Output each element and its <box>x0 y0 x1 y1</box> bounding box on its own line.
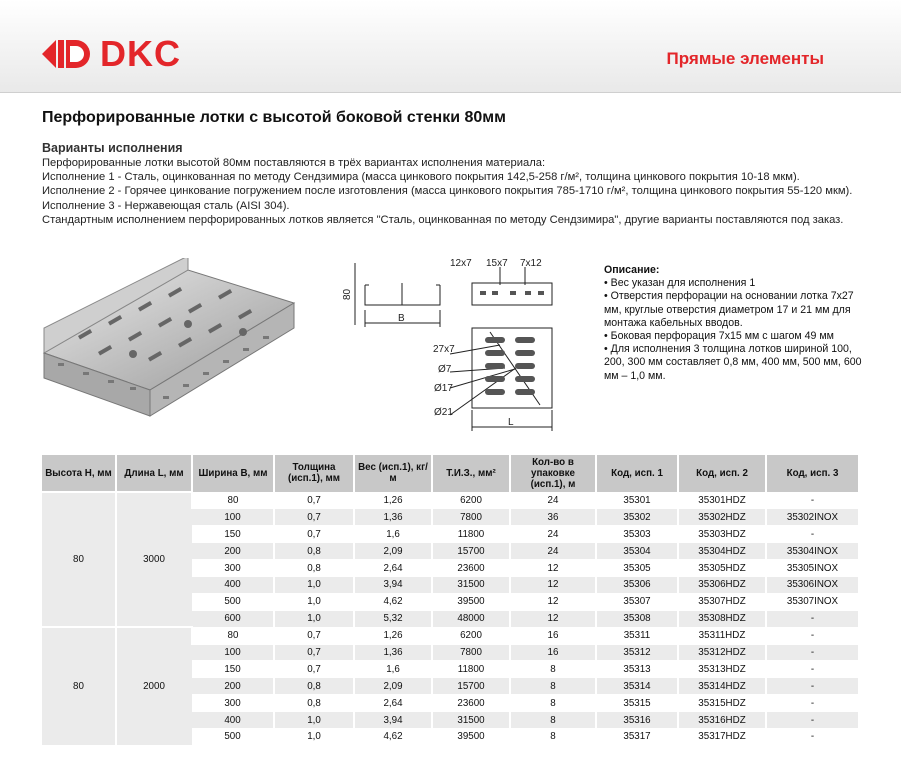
table-cell: 8 <box>510 728 596 744</box>
table-cell: - <box>766 526 858 543</box>
table-cell: 11800 <box>432 526 510 543</box>
cable-tray-image <box>38 258 300 418</box>
table-cell: 35314HDZ <box>678 678 766 695</box>
description-item: • Боковая перфорация 7х15 мм с шагом 49 мм <box>604 330 834 343</box>
table-cell: 23600 <box>432 695 510 712</box>
variants-line: Стандартным исполнением перфорированных лотков является "Сталь, оцинкованная по методу Сендзимира", другие варианты поставляются под заказ. <box>42 213 844 226</box>
table-cell: 6200 <box>432 627 510 644</box>
table-header-row <box>42 455 858 492</box>
description-block <box>604 264 869 383</box>
variants-block <box>42 141 872 227</box>
table-cell: - <box>766 695 858 712</box>
table-cell: 35307INOX <box>766 593 858 610</box>
table-cell: - <box>766 492 858 509</box>
table-cell: 39500 <box>432 728 510 744</box>
table-cell: 1,0 <box>274 610 354 627</box>
description-item: • Для исполнения 3 толщина лотков шириной 100, 200, 300 мм составляет 0,8 мм, 400 мм, 500 мм, 600 мм – 1,0 мм. <box>604 343 862 382</box>
table-cell: 2,09 <box>354 678 432 695</box>
table-cell: 35313HDZ <box>678 661 766 678</box>
table-cell: 1,26 <box>354 492 432 509</box>
table-cell: - <box>766 728 858 744</box>
table-cell: 35306 <box>596 576 678 593</box>
table-cell: 48000 <box>432 610 510 627</box>
height-cell: 80 <box>42 627 116 745</box>
table-cell: 35307 <box>596 593 678 610</box>
table-cell: 11800 <box>432 661 510 678</box>
table-cell: 8 <box>510 695 596 712</box>
table-cell: 35306HDZ <box>678 576 766 593</box>
variants-line: Перфорированные лотки высотой 80мм поставляются в трёх вариантах исполнения материала: <box>42 157 546 169</box>
table-cell: 6200 <box>432 492 510 509</box>
table-cell: 35302 <box>596 509 678 526</box>
table-cell: - <box>766 610 858 627</box>
table-cell: 35308HDZ <box>678 610 766 627</box>
table-cell: 100 <box>192 644 274 661</box>
table-cell: 35304INOX <box>766 543 858 560</box>
table-cell: 35316 <box>596 712 678 729</box>
table-cell: 12 <box>510 576 596 593</box>
height-cell: 80 <box>42 492 116 627</box>
table-cell: 7800 <box>432 644 510 661</box>
table-cell: 200 <box>192 678 274 695</box>
table-cell: - <box>766 644 858 661</box>
variants-line: Исполнение 2 - Горячее цинкование погружением после изготовления (масса цинкового покрытия 785-1710 г/м², толщина цинкового покрытия 55-120 мкм). <box>42 185 853 198</box>
table-cell: 24 <box>510 526 596 543</box>
table-cell: 23600 <box>432 560 510 577</box>
table-cell: 1,0 <box>274 728 354 744</box>
table-cell: - <box>766 678 858 695</box>
hole-label: Ø21 <box>434 407 453 418</box>
table-cell: 35301HDZ <box>678 492 766 509</box>
page-title: Перфорированные лотки с высотой боковой стенки 80мм <box>42 109 506 126</box>
description-heading: Описание: <box>604 264 660 276</box>
table-cell: 600 <box>192 610 274 627</box>
table-cell: 2,64 <box>354 560 432 577</box>
column-header: Код, исп. 3 <box>766 455 858 492</box>
table-cell: 31500 <box>432 712 510 729</box>
table-cell: 500 <box>192 728 274 744</box>
table-cell: 35308 <box>596 610 678 627</box>
table-cell: 35315 <box>596 695 678 712</box>
table-cell: 24 <box>510 543 596 560</box>
table-cell: 0,7 <box>274 627 354 644</box>
table-cell: 3,94 <box>354 712 432 729</box>
table-cell: 35303HDZ <box>678 526 766 543</box>
column-header: Код, исп. 2 <box>678 455 766 492</box>
variants-heading: Варианты исполнения <box>42 141 183 155</box>
description-item: • Отверстия перфорации на основании лотка 7х27 мм, круглые отверстия диаметром 17 и 21 мм для монтажа кабельных вводов. <box>604 290 854 329</box>
table-cell: 16 <box>510 644 596 661</box>
table-cell: 2,09 <box>354 543 432 560</box>
table-cell: 80 <box>192 627 274 644</box>
table-cell: 500 <box>192 593 274 610</box>
table-cell: 3,94 <box>354 576 432 593</box>
column-header: Высота H, мм <box>42 455 116 492</box>
table-cell: 0,8 <box>274 543 354 560</box>
section-title: Прямые элементы <box>666 49 824 68</box>
technical-drawing <box>340 255 590 435</box>
table-cell: 35311HDZ <box>678 627 766 644</box>
column-header: Вес (исп.1), кг/м <box>354 455 432 492</box>
table-cell: 8 <box>510 678 596 695</box>
table-cell: 400 <box>192 712 274 729</box>
table-cell: 0,8 <box>274 560 354 577</box>
table-cell: 15700 <box>432 543 510 560</box>
logo-text: DKC <box>100 33 181 74</box>
table-cell: - <box>766 661 858 678</box>
table-cell: 35311 <box>596 627 678 644</box>
table-cell: 4,62 <box>354 728 432 744</box>
table-cell: 15700 <box>432 678 510 695</box>
side-hole-label: 15x7 <box>486 258 508 269</box>
table-cell: 0,7 <box>274 492 354 509</box>
table-cell: 35313 <box>596 661 678 678</box>
side-hole-label: 12x7 <box>450 258 472 269</box>
table-cell: 35303 <box>596 526 678 543</box>
length-cell: 2000 <box>116 627 192 745</box>
column-header: Кол-во в упаковке (исп.1), м <box>510 455 596 492</box>
table-cell: 1,0 <box>274 712 354 729</box>
table-cell: 1,6 <box>354 661 432 678</box>
table-cell: 35312 <box>596 644 678 661</box>
table-cell: 35304HDZ <box>678 543 766 560</box>
table-cell: 35302INOX <box>766 509 858 526</box>
table-cell: 0,8 <box>274 678 354 695</box>
table-cell: 0,8 <box>274 695 354 712</box>
table-cell: 8 <box>510 661 596 678</box>
table-cell: 0,7 <box>274 526 354 543</box>
table-cell: 1,6 <box>354 526 432 543</box>
table-row <box>42 492 858 509</box>
column-header: Код, исп. 1 <box>596 455 678 492</box>
table-cell: 35306INOX <box>766 576 858 593</box>
width-dim-label: B <box>398 313 405 324</box>
dkc-logo-icon <box>40 36 98 72</box>
table-cell: 24 <box>510 492 596 509</box>
length-cell: 3000 <box>116 492 192 627</box>
hole-label: Ø7 <box>438 364 452 375</box>
table-cell: 7800 <box>432 509 510 526</box>
table-body <box>42 492 858 745</box>
hole-label: Ø17 <box>434 383 453 394</box>
variants-line: Исполнение 3 - Нержавеющая сталь (AISI 304). <box>42 199 290 212</box>
table-cell: 0,7 <box>274 644 354 661</box>
table-cell: 35316HDZ <box>678 712 766 729</box>
table-cell: - <box>766 627 858 644</box>
table-cell: 12 <box>510 610 596 627</box>
table-cell: 8 <box>510 712 596 729</box>
table-cell: 80 <box>192 492 274 509</box>
table-cell: 4,62 <box>354 593 432 610</box>
table-cell: 35304 <box>596 543 678 560</box>
table-cell: 35305INOX <box>766 560 858 577</box>
column-header: Ширина B, мм <box>192 455 274 492</box>
table-cell: 300 <box>192 695 274 712</box>
table-cell: 12 <box>510 560 596 577</box>
table-cell: 35317 <box>596 728 678 744</box>
table-cell: 150 <box>192 661 274 678</box>
table-cell: 31500 <box>432 576 510 593</box>
table-cell: 35314 <box>596 678 678 695</box>
column-header: Толщина (исп.1), мм <box>274 455 354 492</box>
table-cell: 1,36 <box>354 509 432 526</box>
table-cell: 300 <box>192 560 274 577</box>
header-band <box>0 0 901 93</box>
table-cell: 400 <box>192 576 274 593</box>
table-cell: 5,32 <box>354 610 432 627</box>
table-cell: 35305HDZ <box>678 560 766 577</box>
side-hole-label: 7x12 <box>520 258 542 269</box>
table-cell: 1,0 <box>274 576 354 593</box>
table-cell: 35315HDZ <box>678 695 766 712</box>
table-cell: 35302HDZ <box>678 509 766 526</box>
table-cell: 35305 <box>596 560 678 577</box>
column-header: Длина L, мм <box>116 455 192 492</box>
hole-label: 27x7 <box>433 344 455 355</box>
table-cell: 0,7 <box>274 509 354 526</box>
spec-table <box>42 455 858 745</box>
table-cell: 36 <box>510 509 596 526</box>
column-header: Т.И.З., мм² <box>432 455 510 492</box>
table-cell: 35317HDZ <box>678 728 766 744</box>
table-cell: 16 <box>510 627 596 644</box>
table-cell: 100 <box>192 509 274 526</box>
table-cell: 35307HDZ <box>678 593 766 610</box>
table-cell: 150 <box>192 526 274 543</box>
variants-line: Исполнение 1 - Сталь, оцинкованная по методу Сендзимира (масса цинкового покрытия 142,5-258 г/м², толщина цинкового покрытия 10-18 мкм). <box>42 171 800 184</box>
height-dim-label: 80 <box>342 288 353 300</box>
table-cell: 35301 <box>596 492 678 509</box>
table-cell: 1,0 <box>274 593 354 610</box>
table-cell: 12 <box>510 593 596 610</box>
table-cell: 2,64 <box>354 695 432 712</box>
table-cell: 0,7 <box>274 661 354 678</box>
table-row <box>42 627 858 644</box>
length-dim-label: L <box>508 417 514 428</box>
table-cell: 35312HDZ <box>678 644 766 661</box>
table-cell: - <box>766 712 858 729</box>
dkc-logo <box>40 33 181 74</box>
table-cell: 1,36 <box>354 644 432 661</box>
description-item: • Вес указан для исполнения 1 <box>604 277 756 290</box>
table-cell: 1,26 <box>354 627 432 644</box>
table-cell: 200 <box>192 543 274 560</box>
table-cell: 39500 <box>432 593 510 610</box>
